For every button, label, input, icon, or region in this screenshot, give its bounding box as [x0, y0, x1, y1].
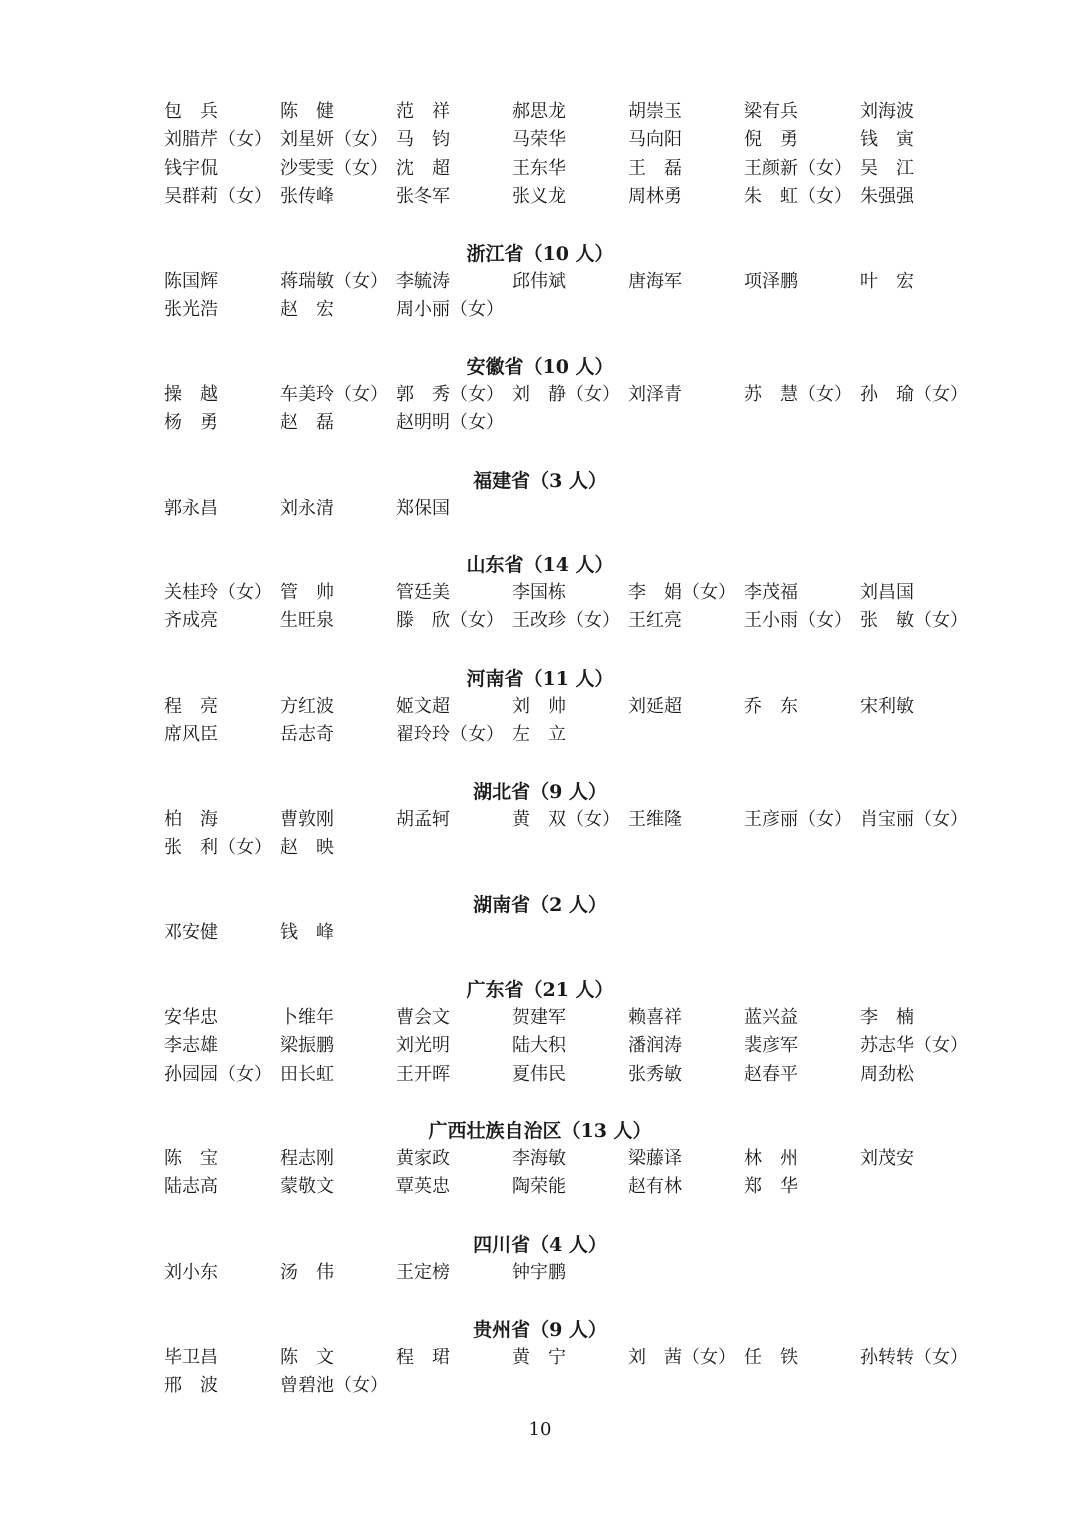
- name-cell: 胡崇玉: [628, 101, 682, 122]
- name-cell: 方红波: [280, 696, 334, 717]
- name-cell: 刘 茜（女）: [628, 1347, 736, 1368]
- name-cell: 程 亮: [164, 696, 218, 717]
- name-cell: 乔 东: [744, 696, 798, 717]
- section-names-guangdong: [164, 1004, 974, 1089]
- name-cell: 郑 华: [744, 1176, 798, 1198]
- name-cell: 孙转转（女）: [860, 1347, 968, 1368]
- name-cell: 王定榜: [396, 1262, 450, 1283]
- name-cell: 邓安健: [164, 922, 218, 943]
- name-row: [164, 579, 974, 607]
- section-names-guangxi: [164, 1145, 974, 1202]
- name-cell: 包 兵: [164, 101, 218, 122]
- section-names-anhui: [164, 381, 974, 438]
- name-row: [164, 1061, 974, 1089]
- name-cell: 覃英忠: [396, 1176, 450, 1198]
- name-cell: 柏 海: [164, 809, 218, 830]
- page-number: 10: [528, 1419, 552, 1440]
- name-cell: 孙园园（女）: [164, 1063, 272, 1085]
- name-cell: 李 娟（女）: [628, 582, 736, 603]
- name-cell: 陈 文: [280, 1347, 334, 1368]
- name-cell: 车美玲（女）: [280, 384, 388, 405]
- section-names-fujian: [164, 495, 974, 523]
- name-row: [164, 155, 974, 183]
- name-cell: 刘腊芹（女）: [164, 129, 272, 151]
- name-cell: 梁振鹏: [280, 1035, 334, 1057]
- name-cell: 周林勇: [628, 186, 682, 208]
- name-row: [164, 98, 974, 126]
- name-cell: 王维隆: [628, 809, 682, 830]
- name-cell: 朱 虹（女）: [744, 186, 852, 208]
- name-cell: 齐成亮: [164, 610, 218, 632]
- name-cell: 李 楠: [860, 1007, 914, 1028]
- name-row: [164, 1145, 974, 1173]
- name-cell: 滕 欣（女）: [396, 610, 504, 632]
- name-cell: 项泽鹏: [744, 271, 798, 292]
- name-cell: 田长虹: [280, 1063, 334, 1085]
- name-cell: 关桂玲（女）: [164, 582, 272, 603]
- name-cell: 王小雨（女）: [744, 610, 852, 632]
- name-cell: 赵春平: [744, 1063, 798, 1085]
- name-cell: 卜维年: [280, 1007, 334, 1028]
- name-cell: 钱宇侃: [164, 157, 218, 179]
- name-cell: 曹敦刚: [280, 809, 334, 830]
- name-cell: 钱 寅: [860, 129, 914, 151]
- name-cell: 范 祥: [396, 101, 450, 122]
- name-cell: 蒋瑞敏（女）: [280, 271, 388, 292]
- name-cell: 梁有兵: [744, 101, 798, 122]
- name-row: [164, 1259, 974, 1287]
- name-cell: 赖喜祥: [628, 1007, 682, 1028]
- name-cell: 陈国辉: [164, 271, 218, 292]
- name-row: [164, 495, 974, 523]
- name-cell: 倪 勇: [744, 129, 798, 151]
- name-cell: 苏 慧（女）: [744, 384, 852, 405]
- name-cell: 曹会文: [396, 1007, 450, 1028]
- name-cell: 赵 宏: [280, 299, 334, 321]
- section-title-hunan: 湖南省（2 人）: [473, 894, 607, 916]
- name-cell: 刘 静（女）: [512, 384, 620, 405]
- name-cell: 赵有林: [628, 1176, 682, 1198]
- name-cell: 王红亮: [628, 610, 682, 632]
- name-cell: 蒙敬文: [280, 1176, 334, 1198]
- name-cell: 宋利敏: [860, 696, 914, 717]
- name-cell: 赵明明（女）: [396, 412, 504, 434]
- name-cell: 黄家政: [396, 1148, 450, 1169]
- name-cell: 吴 江: [860, 157, 914, 179]
- name-cell: 贺建军: [512, 1007, 566, 1028]
- name-cell: 安华忠: [164, 1007, 218, 1028]
- name-cell: 张冬军: [396, 186, 450, 208]
- name-cell: 席风臣: [164, 724, 218, 746]
- name-cell: 曾碧池（女）: [280, 1375, 388, 1397]
- name-cell: 叶 宏: [860, 271, 914, 292]
- section-names-hubei: [164, 806, 974, 863]
- name-cell: 翟玲玲（女）: [396, 724, 504, 746]
- top-name-block: [164, 98, 974, 212]
- name-cell: 李海敏: [512, 1148, 566, 1169]
- section-title-guizhou: 贵州省（9 人）: [473, 1319, 607, 1341]
- name-cell: 王彦丽（女）: [744, 809, 852, 830]
- name-cell: 陶荣能: [512, 1176, 566, 1198]
- name-cell: 吴群莉（女）: [164, 186, 272, 208]
- name-cell: 肖宝丽（女）: [860, 809, 968, 830]
- name-cell: 刘延超: [628, 696, 682, 717]
- name-cell: 邱伟斌: [512, 271, 566, 292]
- name-cell: 钟宇鹏: [512, 1262, 566, 1283]
- name-row: [164, 183, 974, 211]
- name-cell: 任 铁: [744, 1347, 798, 1368]
- name-cell: 夏伟民: [512, 1063, 566, 1085]
- section-title-shandong: 山东省（14 人）: [466, 554, 614, 576]
- name-cell: 林 州: [744, 1148, 798, 1169]
- name-cell: 程 珺: [396, 1347, 450, 1368]
- name-cell: 沈 超: [396, 157, 450, 179]
- name-cell: 左 立: [512, 724, 566, 746]
- section-title-guangxi: 广西壮族自治区（13 人）: [428, 1120, 652, 1142]
- name-cell: 沙雯雯（女）: [280, 157, 388, 179]
- name-row: [164, 1032, 974, 1060]
- name-row: [164, 1372, 974, 1400]
- name-row: [164, 806, 974, 834]
- section-title-anhui: 安徽省（10 人）: [466, 356, 614, 378]
- section-title-henan: 河南省（11 人）: [466, 668, 614, 690]
- name-cell: 李志雄: [164, 1035, 218, 1057]
- name-cell: 刘泽青: [628, 384, 682, 405]
- name-cell: 黄 宁: [512, 1347, 566, 1368]
- name-cell: 王开晖: [396, 1063, 450, 1085]
- name-cell: 刘永清: [280, 498, 334, 519]
- name-cell: 马 钧: [396, 129, 450, 151]
- name-cell: 程志刚: [280, 1148, 334, 1169]
- name-row: [164, 834, 974, 862]
- name-cell: 周小丽（女）: [396, 299, 504, 321]
- name-cell: 管廷美: [396, 582, 450, 603]
- name-cell: 苏志华（女）: [860, 1035, 968, 1057]
- name-row: [164, 721, 974, 749]
- name-cell: 马荣华: [512, 129, 566, 151]
- name-cell: 黄 双（女）: [512, 809, 620, 830]
- name-cell: 郭 秀（女）: [396, 384, 504, 405]
- name-cell: 郑保国: [396, 498, 450, 519]
- name-cell: 陆大积: [512, 1035, 566, 1057]
- name-row: [164, 296, 974, 324]
- name-cell: 陈 健: [280, 101, 334, 122]
- name-cell: 岳志奇: [280, 724, 334, 746]
- section-title-sichuan: 四川省（4 人）: [473, 1234, 607, 1256]
- name-cell: 赵 磊: [280, 412, 334, 434]
- name-cell: 操 越: [164, 384, 218, 405]
- name-cell: 陆志高: [164, 1176, 218, 1198]
- name-cell: 生旺泉: [280, 610, 334, 632]
- name-cell: 姬文超: [396, 696, 450, 717]
- name-cell: 刘茂安: [860, 1148, 914, 1169]
- name-cell: 张 利（女）: [164, 837, 272, 859]
- name-cell: 陈 宝: [164, 1148, 218, 1169]
- name-cell: 李毓涛: [396, 271, 450, 292]
- name-row: [164, 381, 974, 409]
- name-cell: 张义龙: [512, 186, 566, 208]
- name-cell: 刘光明: [396, 1035, 450, 1057]
- name-cell: 胡孟轲: [396, 809, 450, 830]
- section-title-hubei: 湖北省（9 人）: [473, 781, 607, 803]
- name-cell: 刘海波: [860, 101, 914, 122]
- name-cell: 赵 映: [280, 837, 334, 859]
- name-cell: 王 磊: [628, 157, 682, 179]
- name-cell: 管 帅: [280, 582, 334, 603]
- section-names-henan: [164, 693, 974, 750]
- name-cell: 刘昌国: [860, 582, 914, 603]
- section-names-hunan: [164, 919, 974, 947]
- name-cell: 王东华: [512, 157, 566, 179]
- name-cell: 郝思龙: [512, 101, 566, 122]
- section-names-shandong: [164, 579, 974, 636]
- name-cell: 刘星妍（女）: [280, 129, 388, 151]
- section-title-fujian: 福建省（3 人）: [473, 470, 607, 492]
- name-cell: 张光浩: [164, 299, 218, 321]
- name-cell: 张传峰: [280, 186, 334, 208]
- name-row: [164, 1004, 974, 1032]
- name-cell: 潘润涛: [628, 1035, 682, 1057]
- name-row: [164, 919, 974, 947]
- name-cell: 蓝兴益: [744, 1007, 798, 1028]
- name-cell: 李国栋: [512, 582, 566, 603]
- name-row: [164, 607, 974, 635]
- name-cell: 朱强强: [860, 186, 914, 208]
- name-cell: 邢 波: [164, 1375, 218, 1397]
- name-cell: 唐海军: [628, 271, 682, 292]
- name-row: [164, 1173, 974, 1201]
- name-cell: 周劲松: [860, 1063, 914, 1085]
- name-cell: 李茂福: [744, 582, 798, 603]
- name-row: [164, 126, 974, 154]
- name-row: [164, 1344, 974, 1372]
- name-cell: 张 敏（女）: [860, 610, 968, 632]
- name-row: [164, 409, 974, 437]
- name-cell: 马向阳: [628, 129, 682, 151]
- name-cell: 裴彦军: [744, 1035, 798, 1057]
- section-title-zhejiang: 浙江省（10 人）: [466, 243, 614, 265]
- name-cell: 毕卫昌: [164, 1347, 218, 1368]
- section-names-zhejiang: [164, 268, 974, 325]
- name-cell: 郭永昌: [164, 498, 218, 519]
- name-cell: 刘 帅: [512, 696, 566, 717]
- name-cell: 王改珍（女）: [512, 610, 620, 632]
- section-names-guizhou: [164, 1344, 974, 1401]
- name-cell: 汤 伟: [280, 1262, 334, 1283]
- name-row: [164, 693, 974, 721]
- section-title-guangdong: 广东省（21 人）: [466, 979, 614, 1001]
- name-row: [164, 268, 974, 296]
- name-cell: 孙 瑜（女）: [860, 384, 968, 405]
- name-cell: 杨 勇: [164, 412, 218, 434]
- name-cell: 王颜新（女）: [744, 157, 852, 179]
- name-cell: 梁藤译: [628, 1148, 682, 1169]
- name-cell: 张秀敏: [628, 1063, 682, 1085]
- name-cell: 刘小东: [164, 1262, 218, 1283]
- section-names-sichuan: [164, 1259, 974, 1287]
- name-cell: 钱 峰: [280, 922, 334, 943]
